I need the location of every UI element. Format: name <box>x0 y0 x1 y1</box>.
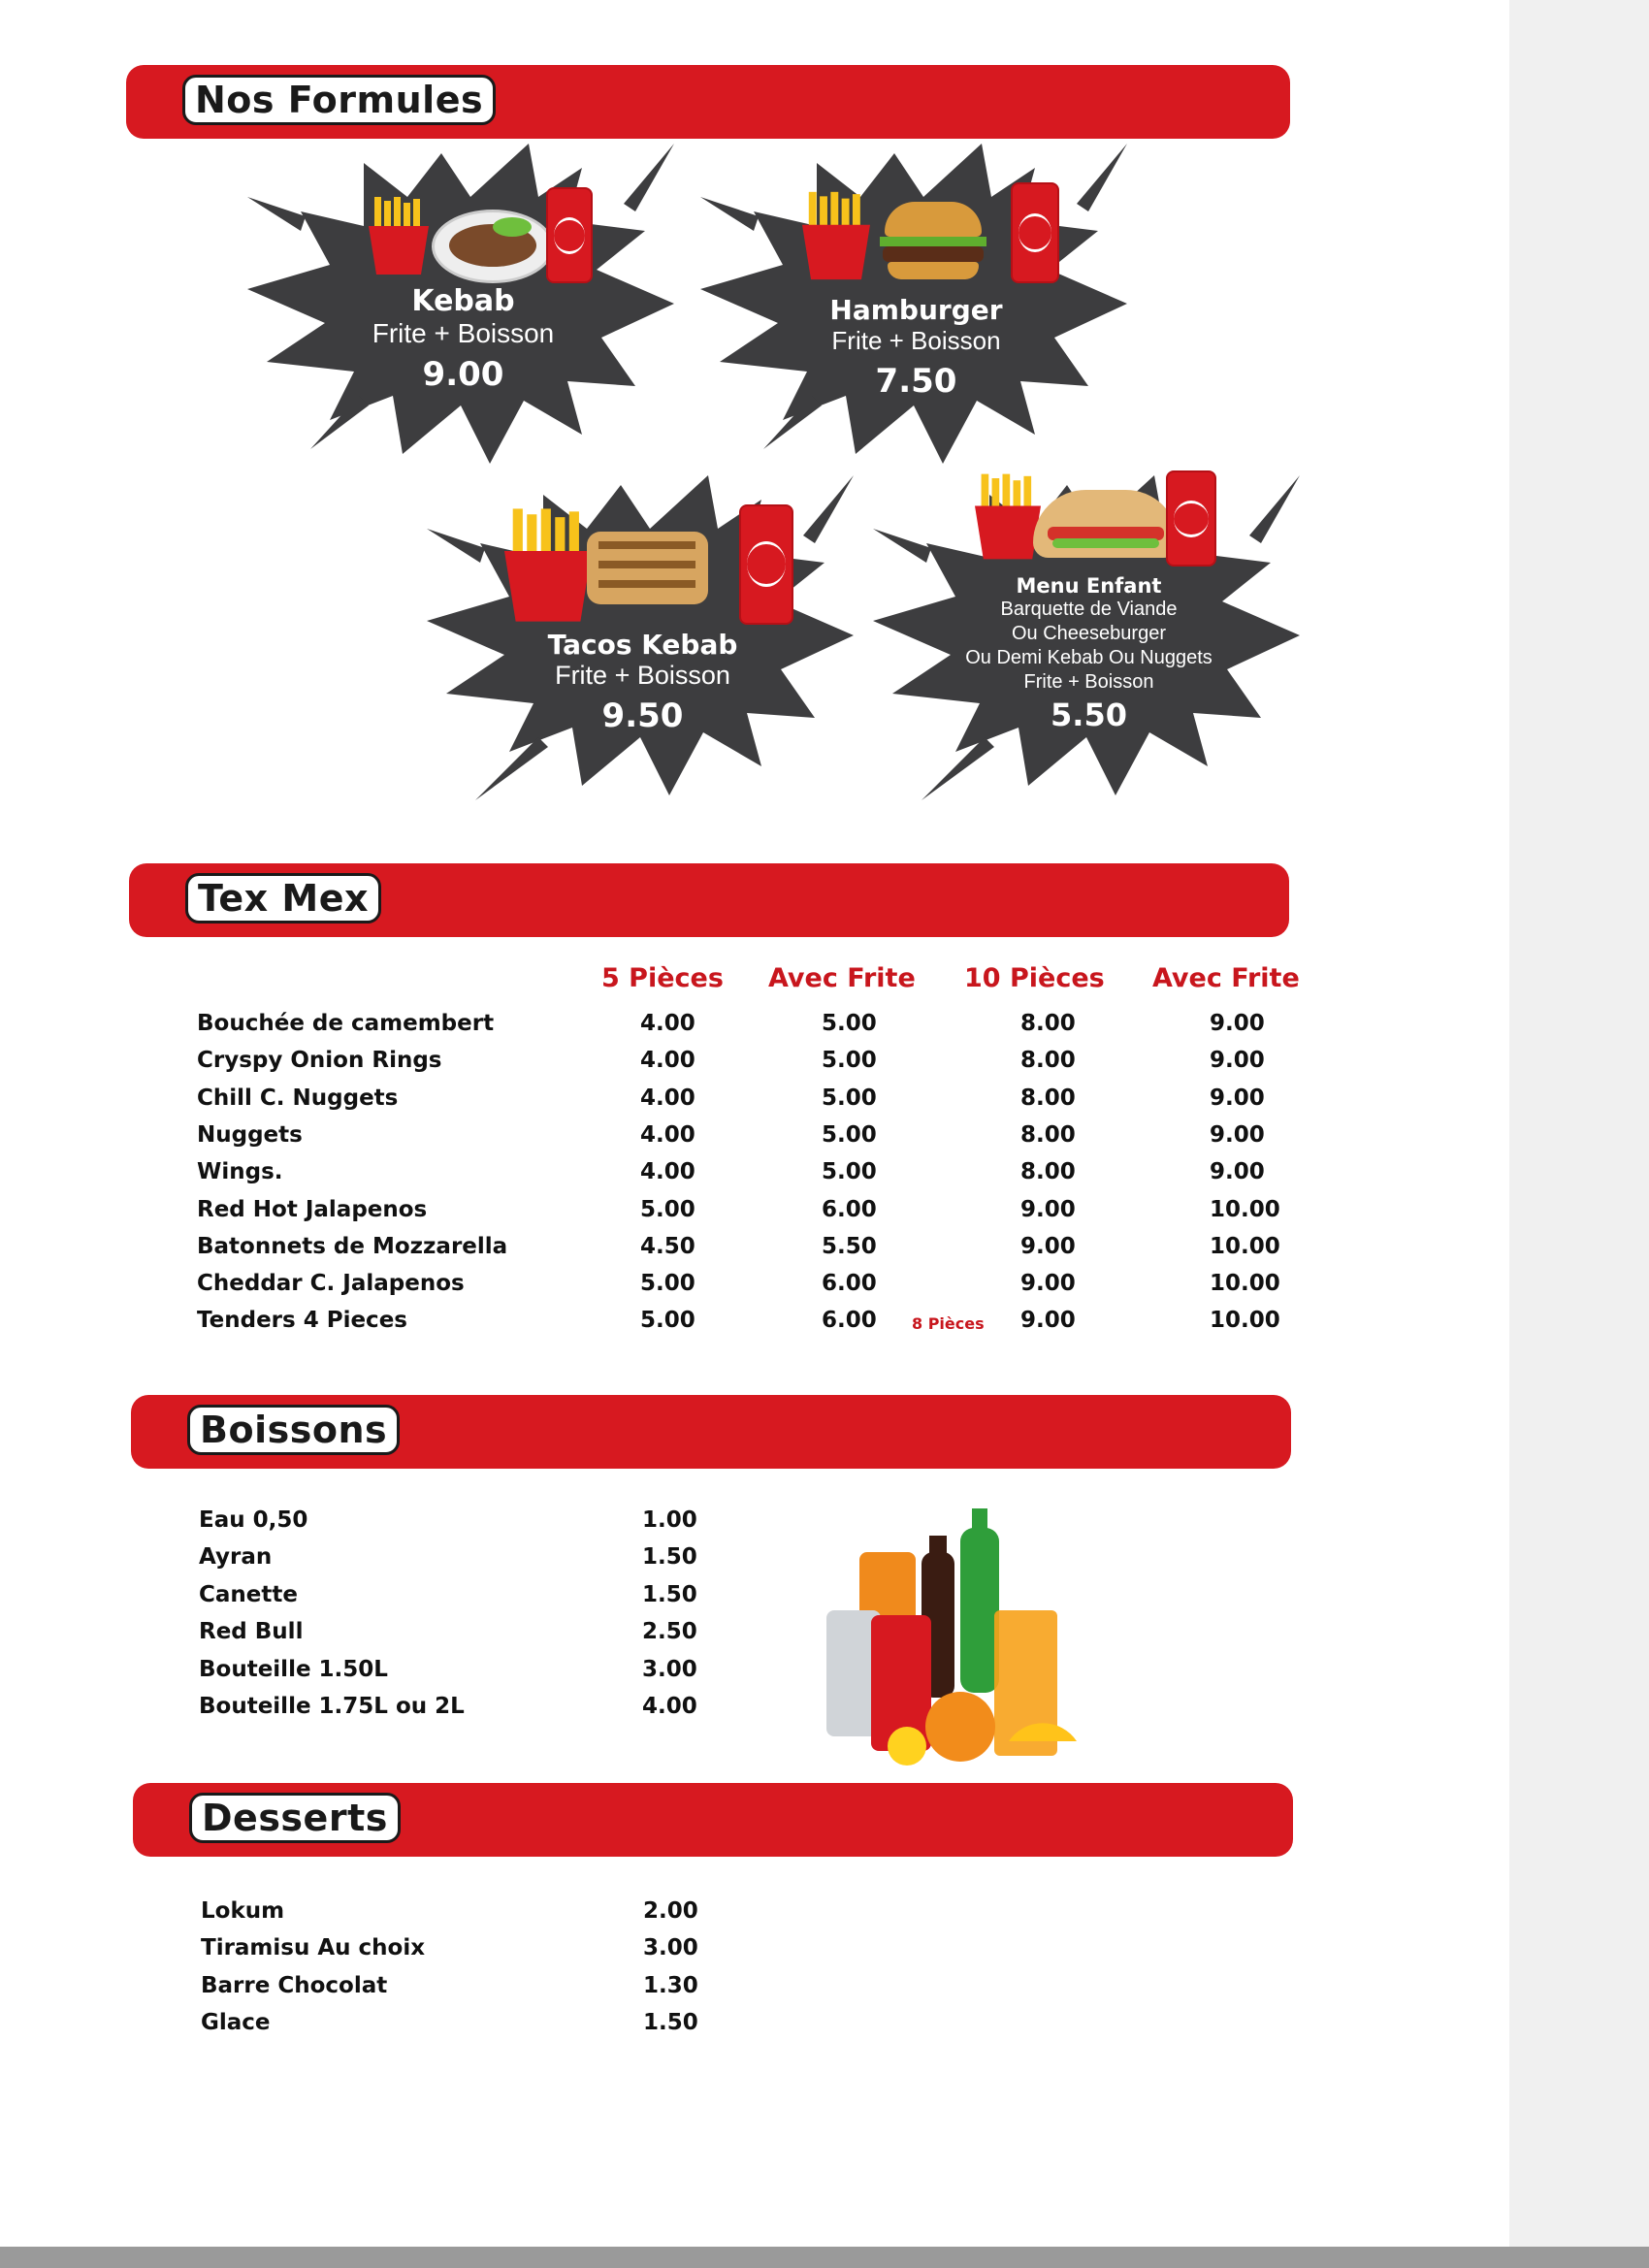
drinks-illustration <box>824 1508 1086 1770</box>
table-row <box>0 1159 1649 1196</box>
item-name: Tenders 4 Pieces <box>197 1308 407 1334</box>
item-price: 1.50 <box>643 2010 698 2036</box>
item-name: Barre Chocolat <box>201 1972 388 1998</box>
table-row <box>0 1271 1649 1308</box>
scan-bottom-edge <box>0 2247 1649 2268</box>
item-name: Lokum <box>201 1898 285 1924</box>
column-header: 10 Pièces <box>964 963 1105 993</box>
item-price: 4.00 <box>640 1011 695 1036</box>
item-name: Bouteille 1.75L ou 2L <box>199 1694 465 1719</box>
row-note: 8 Pièces <box>912 1314 985 1334</box>
item-price: 1.00 <box>642 1507 697 1533</box>
item-name: Ayran <box>199 1544 273 1571</box>
cola-can-icon <box>739 504 793 625</box>
item-price: 4.00 <box>640 1048 695 1074</box>
burger-icon <box>880 202 986 284</box>
item-price: 4.00 <box>640 1121 695 1148</box>
item-name: Batonnets de Mozzarella <box>197 1233 508 1259</box>
tacos-icon <box>587 532 708 604</box>
list-item <box>0 1935 1649 1972</box>
item-price: 4.00 <box>640 1085 695 1111</box>
list-item <box>0 2010 1649 2047</box>
table-row <box>0 1234 1649 1271</box>
formule-price: 5.50 <box>1051 697 1127 733</box>
list-item <box>0 1898 1649 1935</box>
item-name: Canette <box>199 1581 298 1607</box>
item-price: 4.00 <box>640 1159 695 1185</box>
formule-menu-enfant <box>873 466 1305 815</box>
item-price: 9.00 <box>1210 1048 1265 1074</box>
kebab-plate-icon <box>432 210 554 283</box>
table-row <box>0 1085 1649 1122</box>
item-name: Cheddar C. Jalapenos <box>197 1271 465 1297</box>
formule-name: Tacos Kebab <box>547 629 738 661</box>
item-name: Red Bull <box>199 1619 304 1645</box>
item-name: Bouchée de camembert <box>197 1011 495 1036</box>
section-title: Boissons <box>187 1405 400 1455</box>
item-price: 5.00 <box>822 1048 877 1074</box>
item-price: 5.50 <box>822 1233 877 1259</box>
item-price: 6.00 <box>822 1196 877 1222</box>
formule-sub: Frite + Boisson <box>372 318 555 348</box>
item-price: 5.00 <box>640 1308 695 1334</box>
item-price: 1.50 <box>642 1581 697 1607</box>
formule-sub: Frite + Boisson <box>831 326 1001 355</box>
item-price: 9.00 <box>1020 1196 1076 1222</box>
formule-price: 9.00 <box>422 355 504 394</box>
pita-icon <box>1033 490 1179 558</box>
list-item <box>0 1973 1649 2010</box>
table-row <box>0 1197 1649 1234</box>
item-price: 5.00 <box>822 1159 877 1185</box>
item-price: 8.00 <box>1020 1011 1076 1036</box>
item-price: 5.00 <box>822 1085 877 1111</box>
item-name: Glace <box>201 2010 271 2036</box>
section-banner-formules <box>126 65 1290 139</box>
table-row <box>0 1011 1649 1048</box>
section-banner-texmex <box>129 863 1289 937</box>
item-name: Tiramisu Au choix <box>201 1935 426 1961</box>
item-price: 6.00 <box>822 1271 877 1297</box>
formule-sub: Frite + Boisson <box>555 661 730 690</box>
formule-price: 7.50 <box>875 362 957 401</box>
column-header: 5 Pièces <box>601 963 724 993</box>
item-name: Red Hot Jalapenos <box>197 1196 428 1222</box>
item-price: 3.00 <box>643 1935 698 1961</box>
item-name: Wings. <box>197 1159 283 1185</box>
item-price: 9.00 <box>1020 1233 1076 1259</box>
formule-price: 9.50 <box>601 697 684 735</box>
item-price: 10.00 <box>1210 1233 1280 1259</box>
item-price: 9.00 <box>1020 1308 1076 1334</box>
section-title: Nos Formules <box>182 75 496 125</box>
table-row <box>0 1048 1649 1085</box>
formule-name: Menu Enfant <box>1016 574 1162 598</box>
formule-name: Kebab <box>411 284 515 318</box>
item-price: 5.00 <box>640 1271 695 1297</box>
section-banner-boissons <box>131 1395 1291 1469</box>
item-name: Nuggets <box>197 1121 303 1148</box>
item-name: Eau 0,50 <box>199 1507 308 1533</box>
item-price: 4.50 <box>640 1233 695 1259</box>
item-price: 8.00 <box>1020 1159 1076 1185</box>
item-price: 5.00 <box>822 1121 877 1148</box>
item-price: 10.00 <box>1210 1271 1280 1297</box>
item-price: 1.50 <box>642 1544 697 1571</box>
column-header: Avec Frite <box>1152 963 1300 993</box>
cola-can-icon <box>1166 470 1216 567</box>
item-price: 9.00 <box>1210 1121 1265 1148</box>
formule-name: Hamburger <box>829 294 1003 326</box>
section-title: Desserts <box>189 1793 401 1843</box>
item-price: 8.00 <box>1020 1048 1076 1074</box>
item-price: 4.00 <box>642 1694 697 1719</box>
item-price: 10.00 <box>1210 1308 1280 1334</box>
item-name: Cryspy Onion Rings <box>197 1048 442 1074</box>
cola-can-icon <box>1011 182 1059 283</box>
item-price: 2.00 <box>643 1898 698 1924</box>
formule-line: Barquette de Viande <box>1000 599 1178 620</box>
item-price: 9.00 <box>1210 1011 1265 1036</box>
formule-line: Ou Cheeseburger <box>1012 623 1166 644</box>
item-price: 9.00 <box>1210 1085 1265 1111</box>
item-price: 9.00 <box>1210 1159 1265 1185</box>
item-price: 8.00 <box>1020 1121 1076 1148</box>
formule-kebab <box>247 144 679 473</box>
column-header: Avec Frite <box>768 963 916 993</box>
item-price: 10.00 <box>1210 1196 1280 1222</box>
item-price: 9.00 <box>1020 1271 1076 1297</box>
section-banner-desserts <box>133 1783 1293 1857</box>
item-price: 2.50 <box>642 1619 697 1645</box>
item-price: 1.30 <box>643 1972 698 1998</box>
cola-can-icon <box>546 187 593 283</box>
formule-line: Ou Demi Kebab Ou Nuggets <box>965 647 1212 668</box>
formule-line: Frite + Boisson <box>1023 671 1154 693</box>
table-row <box>0 1308 1649 1345</box>
formule-tacos-kebab <box>427 466 858 815</box>
item-name: Bouteille 1.50L <box>199 1656 388 1682</box>
item-price: 8.00 <box>1020 1085 1076 1111</box>
formule-hamburger <box>700 144 1132 473</box>
item-price: 6.00 <box>822 1308 877 1334</box>
item-name: Chill C. Nuggets <box>197 1085 399 1111</box>
item-price: 5.00 <box>822 1011 877 1036</box>
item-price: 5.00 <box>640 1196 695 1222</box>
item-price: 3.00 <box>642 1656 697 1682</box>
section-title: Tex Mex <box>185 873 381 923</box>
table-row <box>0 1122 1649 1159</box>
